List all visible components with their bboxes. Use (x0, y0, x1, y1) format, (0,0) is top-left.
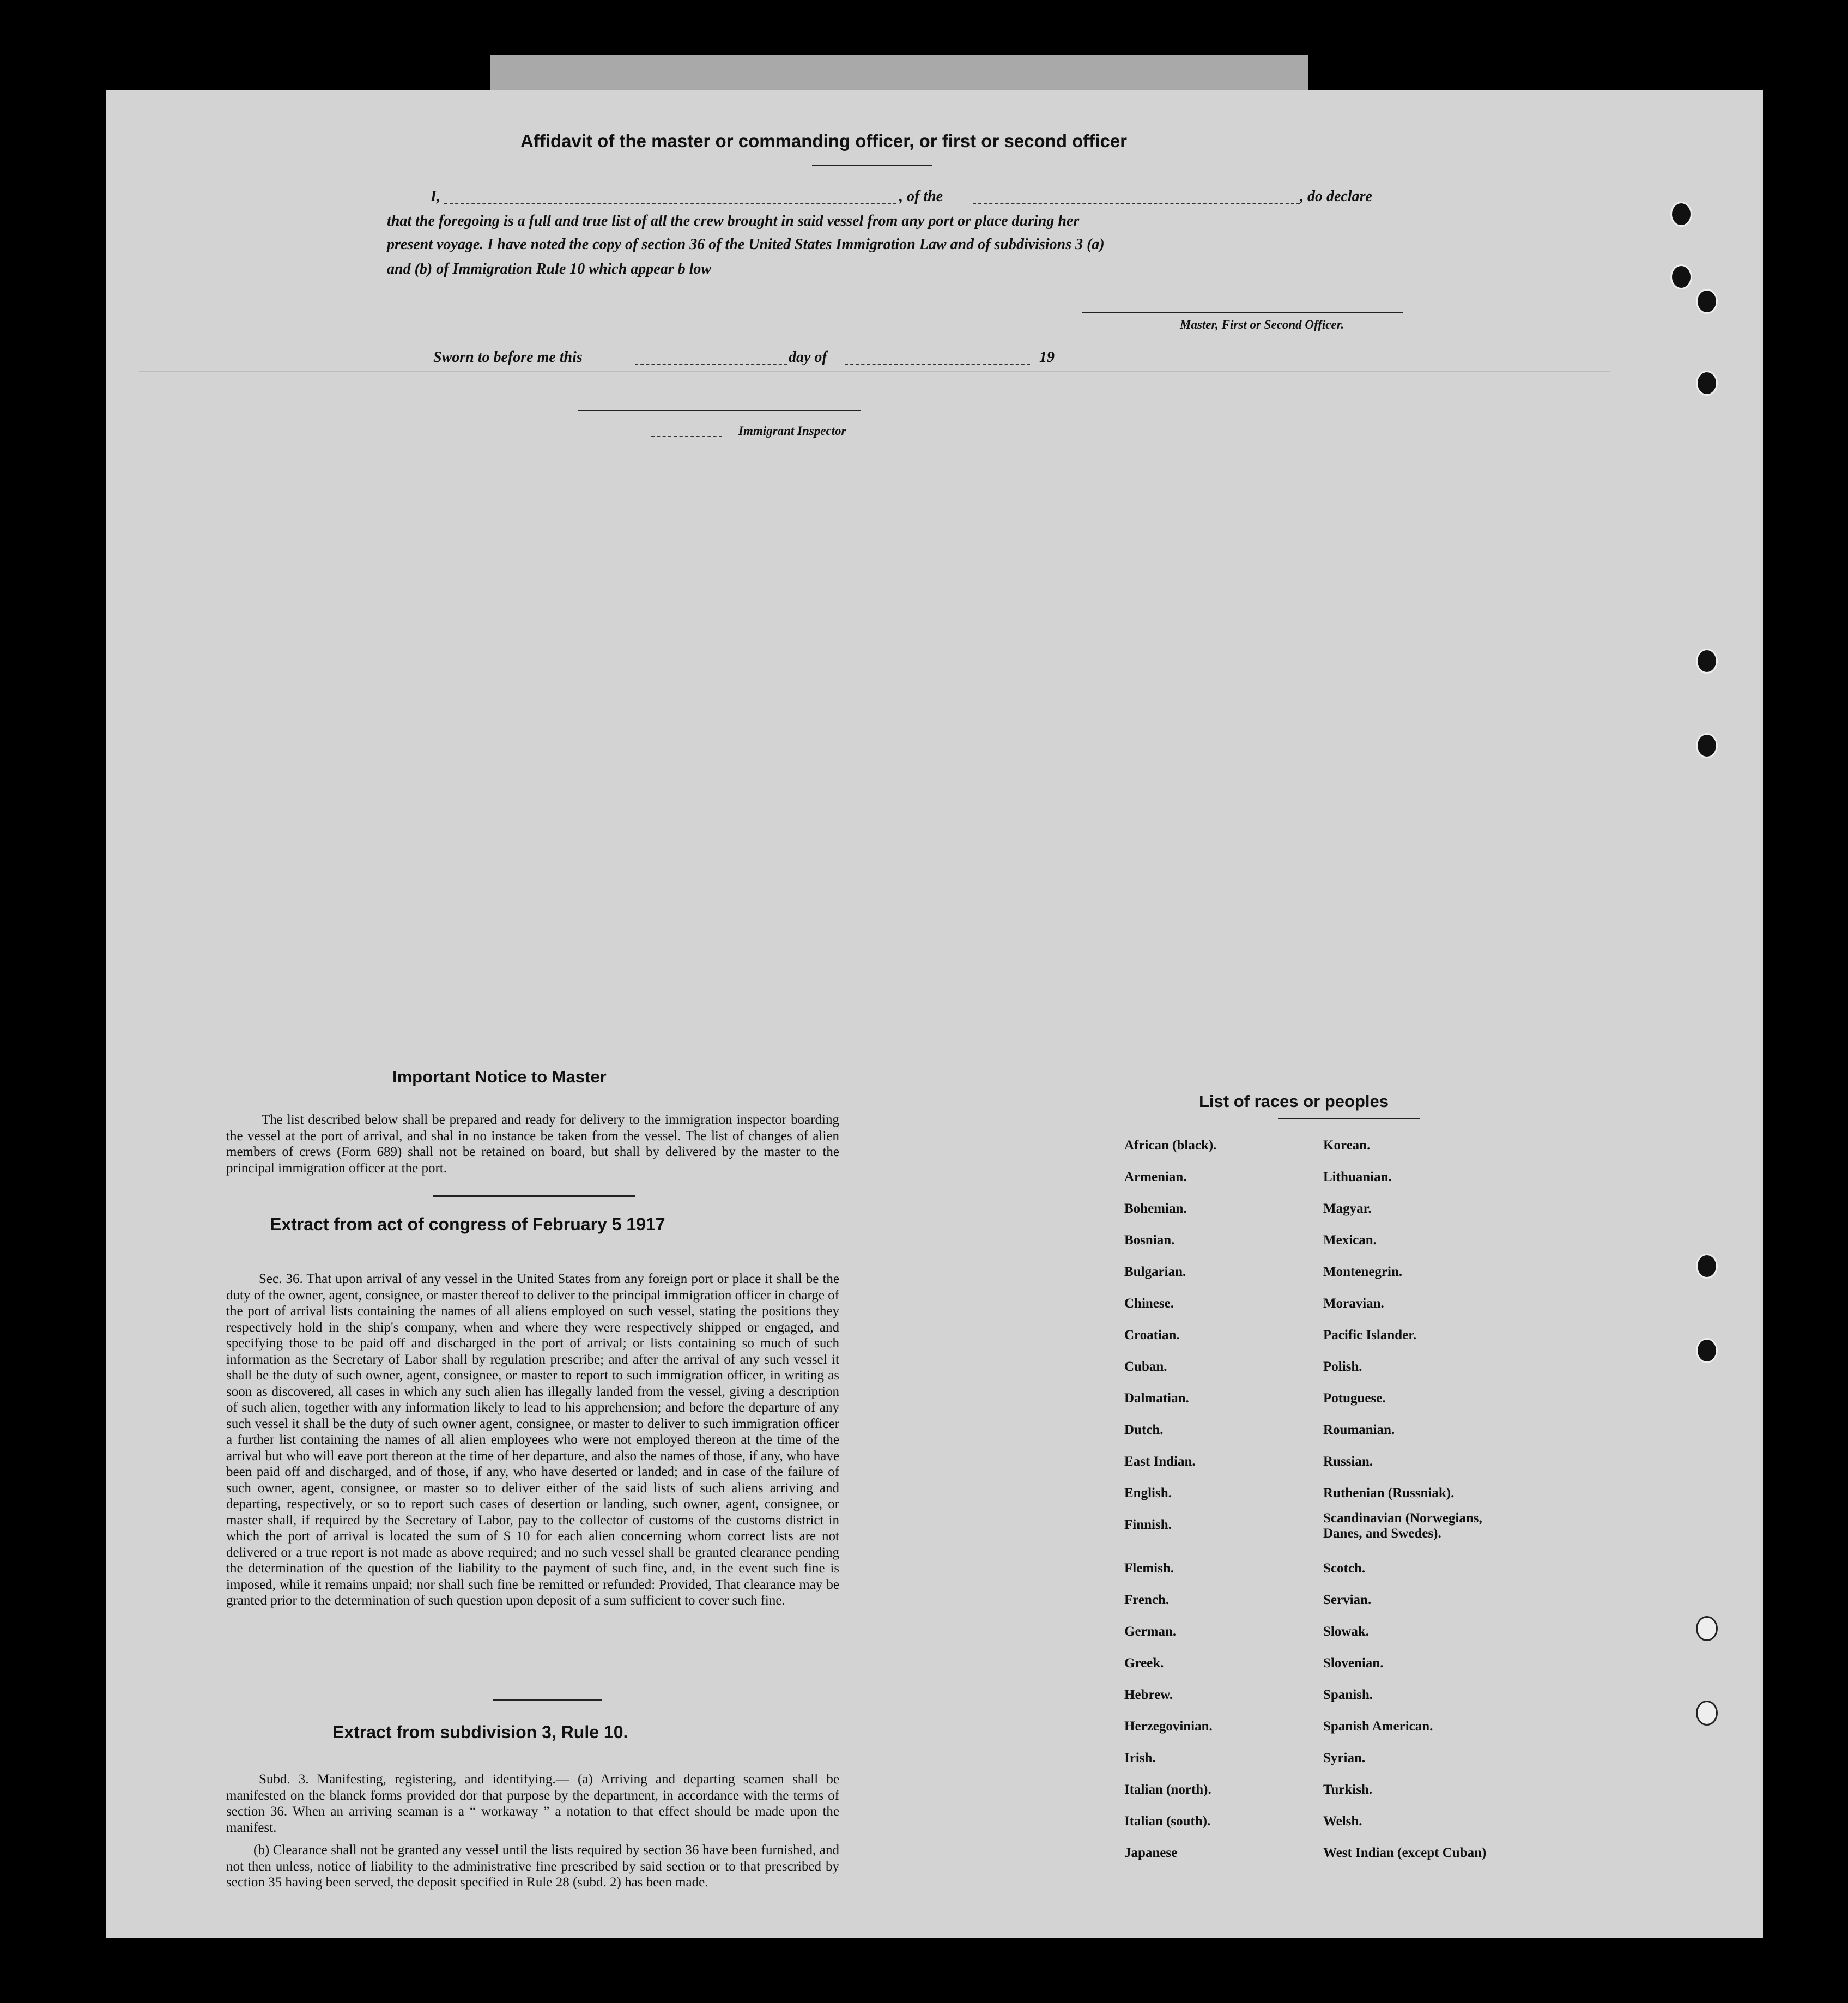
race-item: Polish. (1323, 1359, 1362, 1374)
affidavit-line1-c: , do declare (1300, 188, 1372, 205)
races-left-column (1124, 1138, 1304, 1863)
race-item: Russian. (1323, 1454, 1373, 1469)
race-item: Spanish. (1323, 1687, 1373, 1702)
race-item: Flemish. (1124, 1561, 1174, 1576)
race-item: Ruthenian (Russniak). (1323, 1486, 1455, 1500)
affidavit-line1-a: I, (431, 188, 440, 205)
divider (433, 1195, 635, 1197)
divider (493, 1699, 602, 1701)
bleed-through-grid (139, 371, 1610, 1097)
race-item: Moravian. (1323, 1296, 1384, 1311)
race-item: German. (1124, 1624, 1177, 1639)
race-item: Italian (south). (1124, 1814, 1211, 1829)
races-right-column (1323, 1138, 1541, 1863)
sworn-text-b: day of (789, 349, 827, 366)
master-signature-line (1082, 312, 1403, 313)
punch-hole (1696, 371, 1718, 396)
punch-hole (1696, 289, 1718, 314)
race-item: Bosnian. (1124, 1233, 1175, 1248)
punch-hole (1696, 1616, 1718, 1641)
race-item: French. (1124, 1593, 1170, 1607)
top-paper-edge (490, 55, 1308, 93)
race-item: Irish. (1124, 1751, 1156, 1765)
race-item: East Indian. (1124, 1454, 1196, 1469)
race-item: Bohemian. (1124, 1201, 1187, 1216)
race-item: African (black). (1124, 1138, 1217, 1153)
extract-act-title: Extract from act of congress of February 5 1917 (270, 1214, 665, 1234)
punch-hole (1696, 1701, 1718, 1726)
sworn-month-blank (845, 364, 1030, 365)
races-title-underline (1278, 1118, 1420, 1119)
affidavit-title: Affidavit of the master or commanding officer, or first or second officer (520, 131, 1128, 151)
race-item: Hebrew. (1124, 1687, 1173, 1702)
punch-hole (1696, 733, 1718, 758)
sworn-text-a: Sworn to before me this (433, 349, 583, 366)
title-underline (812, 165, 932, 166)
race-item: Mexican. (1323, 1233, 1377, 1248)
affidavit-line2: that the foregoing is a full and true list of all the crew brought in said vessel from any port or place during her (387, 213, 1080, 229)
punch-hole (1670, 202, 1692, 227)
race-item: Finnish. (1124, 1517, 1172, 1532)
race-item: Greek. (1124, 1656, 1164, 1671)
race-item: Servian. (1323, 1593, 1372, 1607)
race-item: Montenegrin. (1323, 1264, 1403, 1279)
inspector-label: Immigrant Inspector (738, 424, 846, 438)
race-item: Slowak. (1323, 1624, 1370, 1639)
affidavit-line1-b: , of the (899, 188, 943, 205)
race-item: Lithuanian. (1323, 1170, 1392, 1184)
vessel-blank (973, 203, 1300, 204)
master-label: Master, First or Second Officer. (1180, 318, 1344, 331)
inspector-dash (651, 436, 722, 437)
race-item: Italian (north). (1124, 1782, 1211, 1797)
race-item: West Indian (except Cuban) (1323, 1845, 1487, 1860)
affidavit-line4: and (b) of Immigration Rule 10 which appear b low (387, 261, 712, 277)
race-item: Dalmatian. (1124, 1391, 1189, 1406)
punch-hole (1670, 264, 1692, 289)
races-title: List of races or peoples (1199, 1092, 1389, 1111)
sworn-day-blank (635, 364, 787, 365)
race-item: Spanish American. (1323, 1719, 1433, 1734)
race-item: Welsh. (1323, 1814, 1362, 1829)
race-item: Cuban. (1124, 1359, 1167, 1374)
race-item: Pacific Islander. (1323, 1328, 1417, 1342)
name-blank (444, 203, 896, 204)
race-item: Slovenian. (1323, 1656, 1384, 1671)
race-item: Turkish. (1323, 1782, 1373, 1797)
race-item: Roumanian. (1323, 1423, 1395, 1437)
race-item: Potuguese. (1323, 1391, 1386, 1406)
race-item: Magyar. (1323, 1201, 1372, 1216)
extract-act-text: Sec. 36. That upon arrival of any vessel in the United States from any foreign port or place it shall be the duty of the owner, agent, consignee, or master thereof to deliver to the principal immigration officer in charge of the port of arrival lists containing the names of all aliens employed on such vessel, stating the positions they respectively hold in the ship's company, when and where they were respectively shipped or engaged, and specifying those to be paid off and discharged in the port of arrival; or lists containing so much of such information as the Secretary of Labor shall by regulation prescribe; and after the arrival of any such vessel it shall be the duty of such owner, agent, consignee, or master to report to such immigration officer, in writing as soon as discovered, all cases in which any such alien has illegally landed from the vessel, giving a description of such alien, together with any information likely to lead to his apprehension; and before the departure of any such vessel it shall be the duty of such owner agent, consignee, or master to deliver to such immigration officer a further list containing the names of all alien employees who were not employed thereon at the time of the arrival but who will eave port thereon at the time of her departure, and also the names of those, if any, who have been paid off and discharged, and of those, if any, who have deserted or landed; and in case of the failure of such owner, agent, consignee, or master so to deliver either of the said lists of such aliens arriving and departing, respectively, or so to report such cases of desertion or landing, such owner, agent, consignee, or master shall, if required by the Secretary of Labor, pay to the collector of customs of the customs district in which the port of arrival is located the sum of $ 10 for each alien concerning whom correct lists are not delivered or a true report is not made as above required; and no such vessel shall be granted clearance pending the determination of the question of the liability to the payment of such fine, and, in the event such fine is imposed, while it remains unpaid; nor shall such fine be remitted or refunded: Provided, That clearance may be granted prior to the determination of such question upon deposit of a sum sufficient to cover such fine. (226, 1272, 839, 1608)
punch-hole (1696, 1254, 1718, 1279)
race-item: Syrian. (1323, 1751, 1366, 1765)
notice-title: Important Notice to Master (392, 1067, 607, 1086)
inspector-signature-line (578, 410, 861, 411)
extract-rule-title: Extract from subdivision 3, Rule 10. (332, 1722, 628, 1742)
race-item: Japanese (1124, 1845, 1178, 1860)
race-item: Dutch. (1124, 1423, 1164, 1437)
affidavit-line3: present voyage. I have noted the copy of section 36 of the United States Immigration Law and of subdivisions 3 (a) (387, 236, 1105, 253)
race-item: Bulgarian. (1124, 1264, 1186, 1279)
race-item: Scandinavian (Norwegians, Danes, and Swedes). (1323, 1511, 1482, 1541)
race-item: Herzegovinian. (1124, 1719, 1213, 1734)
race-item: Scotch. (1323, 1561, 1366, 1576)
punch-hole (1696, 1338, 1718, 1363)
extract-rule-text-a: Subd. 3. Manifesting, registering, and identifying.— (a) Arriving and departing seamen shall be manifested on the blanck forms provided dor that purpose by the department, in accordance with the terms of section 36. When an arriving seaman is a “ workaway ” a notation to that effect should be made upon the manifest. (226, 1772, 839, 1835)
sworn-year: 19 (1039, 349, 1055, 366)
race-item: Armenian. (1124, 1170, 1187, 1184)
extract-rule-text-b: (b) Clearance shall not be granted any vessel until the lists required by section 36 have been furnished, and not then unless, notice of liability to the administrative fine prescribed by said section or to that prescribed by section 35 having been served, the deposit specified in Rule 28 (subd. 2) has been made. (226, 1843, 839, 1890)
notice-text: The list described below shall be prepared and ready for delivery to the immigration inspector boarding the vessel at the port of arrival, and shal in no instance be taken from the vessel. The list of changes of alien members of crews (Form 689) shall not be retained on board, but shall by delivered by the master to the principal immigration officer at the port. (226, 1112, 839, 1176)
race-item: Korean. (1323, 1138, 1371, 1153)
race-item: English. (1124, 1486, 1172, 1500)
punch-hole (1696, 649, 1718, 674)
race-item: Chinese. (1124, 1296, 1174, 1311)
race-item: Croatian. (1124, 1328, 1180, 1342)
